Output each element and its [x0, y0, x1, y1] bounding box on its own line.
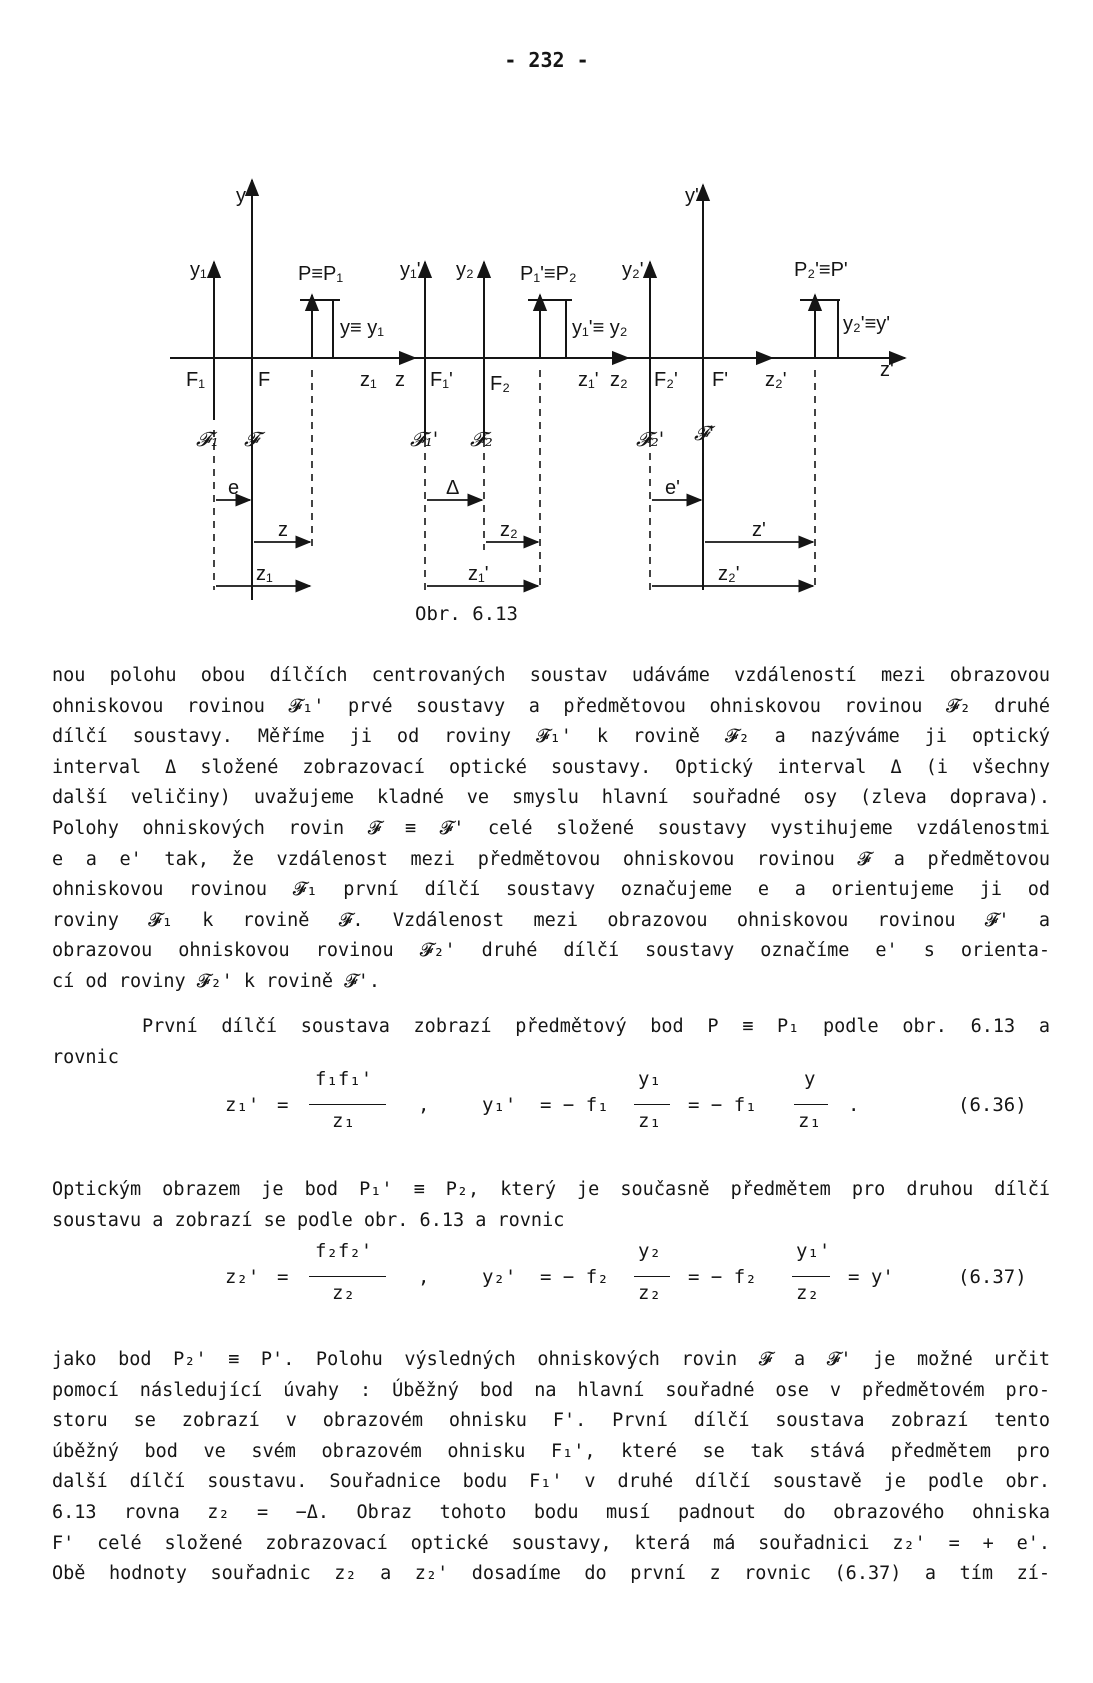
- label-P-eq-P1: P≡P₁: [298, 263, 344, 285]
- label-F1p: F₁': [430, 369, 453, 391]
- paragraph-4: [52, 1345, 1050, 1590]
- text-line: Optickým obrazem je bod P₁' ≡ P₂, který je současně předmětem pro druhou dílčí: [52, 1179, 1050, 1200]
- label-y-eq-y1: y≡ y₁: [340, 317, 384, 339]
- eq-term: z₁': [225, 1094, 260, 1116]
- label-dim-z1: z₁: [256, 563, 273, 585]
- text-line: e a e' tak, že vzdálenost mezi předmětovou ohniskovou rovinou 𝓕 a předmětovou: [52, 848, 1050, 870]
- label-scr-Fp: 𝓕': [694, 421, 715, 445]
- equation-6-36: [0, 1062, 1093, 1162]
- label-dim-z2p: z₂': [718, 563, 740, 585]
- eq-term: y₁': [482, 1094, 517, 1116]
- equation-number: (6.36): [958, 1094, 1027, 1116]
- label-dim-z2: z₂: [500, 519, 518, 541]
- text-line: roviny 𝓕₁ k rovině 𝓕. Vzdálenost mezi obrazovou ohniskovou rovinou 𝓕' a: [52, 909, 1050, 931]
- eq-term: = y': [848, 1266, 894, 1288]
- label-z-axis: z: [395, 369, 405, 391]
- label-y2: y₂: [456, 259, 474, 281]
- eq-term: .: [848, 1094, 860, 1116]
- label-Fp: F': [712, 369, 729, 391]
- figure-6-13: [0, 0, 1093, 600]
- label-dim-ep: e': [665, 477, 680, 499]
- eq-numerator: y₂: [638, 1240, 661, 1262]
- eq-numerator: y₁: [638, 1068, 661, 1090]
- equation-number: (6.37): [958, 1266, 1027, 1288]
- label-y-prime: y': [685, 185, 699, 207]
- text-line: dílčí soustavy. Měříme ji od roviny 𝓕₁' k rovině 𝓕₂ a nazýváme ji optický: [52, 726, 1050, 748]
- label-y2-prime: y₂': [622, 259, 644, 281]
- eq-term: y₂': [482, 1266, 517, 1288]
- eq-term: ,: [418, 1094, 430, 1116]
- label-F2: F₂: [490, 373, 510, 395]
- text-line: rovnic: [52, 1046, 119, 1068]
- eq-term: ,: [418, 1266, 430, 1288]
- eq-term: = − f₂: [688, 1266, 757, 1288]
- text-line: obrazovou ohniskovou rovinou 𝓕₂' druhé dílčí soustavy označíme e' s orienta-: [52, 940, 1050, 962]
- text-line: cí od roviny 𝓕₂' k rovině 𝓕'.: [52, 970, 381, 992]
- label-y1p-eq-y2: y₁'≡ y₂: [572, 317, 628, 339]
- label-dim-zp: z': [752, 519, 766, 541]
- text-line: další veličiny) uvažujeme kladné ve smyslu hlavní souřadné osy (zleva doprava).: [52, 787, 1050, 809]
- text-line: pomocí následující úvahy : Úběžný bod na hlavní souřadné ose v předmětovém pro-: [52, 1379, 1050, 1401]
- label-dim-z: z: [278, 519, 288, 541]
- label-zp-axis: z': [880, 359, 894, 381]
- eq-denominator: z₂: [796, 1282, 819, 1304]
- label-z1-axis: z₁: [360, 369, 377, 391]
- eq-numerator: f₁f₁': [315, 1068, 373, 1090]
- text-line: ohniskovou rovinou 𝓕₁ první dílčí soustavy označujeme e a orientujeme ji od: [52, 879, 1050, 901]
- text-line: První dílčí soustava zobrazí předmětový bod P ≡ P₁ podle obr. 6.13 a: [142, 1016, 1050, 1037]
- equation-6-37: [0, 1232, 1093, 1332]
- label-z2p-axis: z₂': [765, 369, 787, 391]
- eq-numerator: f₂f₂': [315, 1240, 373, 1262]
- label-F2p: F₂': [654, 369, 678, 391]
- label-F1: F₁: [186, 369, 205, 391]
- label-y1-prime: y₁': [400, 259, 421, 281]
- label-P1p-eq-P2: P₁'≡P₂: [520, 263, 577, 285]
- label-dim-z1p: z₁': [468, 563, 489, 585]
- label-y: y: [236, 185, 246, 207]
- page-number: - 232 -: [504, 48, 589, 72]
- paragraph-3: [52, 1175, 1050, 1236]
- text-line: ohniskovou rovinou 𝓕₁' prvé soustavy a předmětovou ohniskovou rovinou 𝓕₂ druhé: [52, 695, 1050, 717]
- label-scr-F: 𝓕: [244, 427, 259, 451]
- eq-denominator: z₂: [332, 1282, 355, 1304]
- label-scr-F1: 𝓕₁: [196, 427, 219, 451]
- label-dim-e: e: [228, 477, 240, 499]
- text-line: jako bod P₂' ≡ P'. Polohu výsledných ohniskových rovin 𝓕 a 𝓕' je možné určit: [52, 1349, 1050, 1370]
- label-z2-axis: z₂: [610, 369, 628, 391]
- label-z1p-axis: z₁': [578, 369, 599, 391]
- text-line: Obě hodnoty souřadnic z₂ a z₂' dosadíme do první z rovnic (6.37) a tím zí-: [52, 1563, 1050, 1585]
- label-scr-F1p: 𝓕₁': [410, 427, 439, 451]
- paragraph-1: [52, 661, 1050, 998]
- text-line: další dílčí soustavu. Souřadnice bodu F₁' v druhé dílčí soustavě je podle obr.: [52, 1471, 1050, 1493]
- text-line: 6.13 rovna z₂ = −Δ. Obraz tohoto bodu musí padnout do obrazového ohniska: [52, 1501, 1050, 1523]
- label-dim-delta: Δ: [446, 477, 460, 499]
- label-P2p-eq-Pp: P₂'≡P': [794, 259, 848, 281]
- label-y1: y₁: [190, 259, 207, 281]
- eq-denominator: z₁: [638, 1110, 661, 1132]
- eq-term: = − f₁: [688, 1094, 757, 1116]
- label-scr-F2p: 𝓕₂': [636, 427, 665, 451]
- eq-term: =: [277, 1094, 289, 1116]
- label-scr-F2: 𝓕₂: [470, 427, 493, 451]
- text-line: interval Δ složené zobrazovací optické soustavy. Optický interval Δ (i všechny: [52, 756, 1050, 778]
- figure-caption: Obr. 6.13: [415, 603, 518, 625]
- eq-numerator: y₁': [796, 1240, 831, 1262]
- eq-term: =: [277, 1266, 289, 1288]
- label-F: F: [258, 369, 271, 391]
- text-line: nou polohu obou dílčích centrovaných soustav udáváme vzdáleností mezi obrazovou: [52, 665, 1050, 686]
- eq-numerator: y: [804, 1068, 816, 1090]
- text-line: storu se zobrazí v obrazovém ohnisku F'. První dílčí soustava zobrazí tento: [52, 1410, 1050, 1432]
- eq-term: = − f₂: [540, 1266, 609, 1288]
- label-y2p-eq-yp: y₂'≡y': [843, 313, 891, 335]
- text-line: úběžný bod ve svém obrazovém ohnisku F₁', které se tak stává předmětem pro: [52, 1440, 1050, 1462]
- text-line: soustavu a zobrazí se podle obr. 6.13 a rovnic: [52, 1209, 565, 1231]
- eq-denominator: z₁: [798, 1110, 821, 1132]
- eq-term: z₂': [225, 1266, 260, 1288]
- text-line: F' celé složené zobrazovací optické soustavy, která má souřadnici z₂' = + e'.: [52, 1532, 1050, 1554]
- eq-denominator: z₂: [638, 1282, 661, 1304]
- text-line: Polohy ohniskových rovin 𝓕 ≡ 𝓕' celé složené soustavy vystihujeme vzdálenostmi: [52, 817, 1050, 839]
- eq-denominator: z₁: [332, 1110, 355, 1132]
- eq-term: = − f₁: [540, 1094, 609, 1116]
